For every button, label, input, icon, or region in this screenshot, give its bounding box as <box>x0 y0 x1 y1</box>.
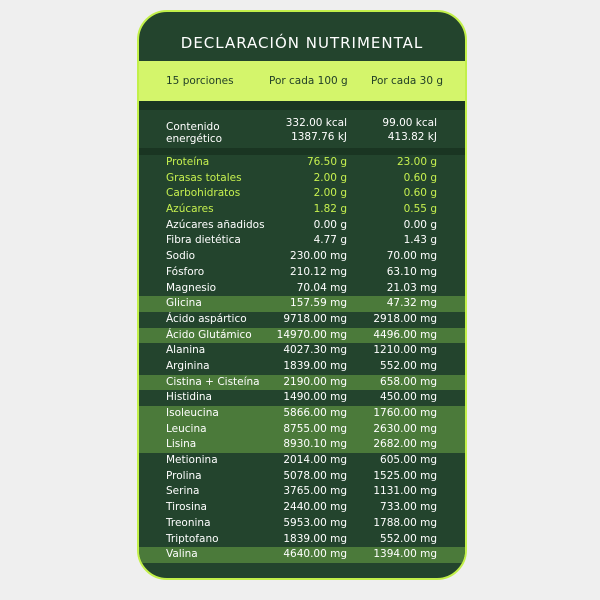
table-row <box>139 390 465 406</box>
value-per-100g: 1839.00 mg <box>283 359 347 372</box>
energy-kj-30: 413.82 kJ <box>387 131 437 143</box>
table-row <box>139 202 465 218</box>
table-row <box>139 312 465 328</box>
nutrient-name: Valina <box>166 548 198 561</box>
value-per-30g: 1394.00 mg <box>373 548 437 561</box>
nutrition-card <box>137 10 467 580</box>
value-per-100g: 14970.00 mg <box>276 328 347 341</box>
value-per-100g: 210.12 mg <box>290 265 347 278</box>
nutrient-name: Azúcares añadidos <box>166 218 265 231</box>
nutrient-name: Ácido Glutámico <box>166 328 252 341</box>
energy-label-line2: energético <box>166 133 223 145</box>
table-row <box>139 547 465 563</box>
value-per-30g: 1760.00 mg <box>373 407 437 419</box>
value-per-30g: 552.00 mg <box>380 359 437 372</box>
value-per-30g: 47.32 mg <box>386 297 437 310</box>
value-per-30g: 733.00 mg <box>380 501 437 514</box>
value-per-30g: 63.10 mg <box>386 265 437 278</box>
energy-kcal-100: 332.00 kcal <box>285 117 347 129</box>
value-per-30g: 2918.00 mg <box>373 312 437 325</box>
nutrient-name: Histidina <box>166 391 212 404</box>
value-per-100g: 9718.00 mg <box>283 312 347 325</box>
value-per-30g: 1.43 g <box>403 234 437 247</box>
table-row <box>139 406 465 422</box>
value-per-30g: 1131.00 mg <box>373 485 437 498</box>
value-per-100g: 5078.00 mg <box>283 469 347 482</box>
table-row <box>139 437 465 453</box>
value-per-100g: 4.77 g <box>313 234 347 247</box>
value-per-30g: 658.00 mg <box>380 375 437 388</box>
table-row <box>139 265 465 281</box>
value-per-100g: 8930.10 mg <box>283 438 347 451</box>
header-gap <box>139 101 465 110</box>
value-per-30g: 1788.00 mg <box>373 516 437 529</box>
nutrient-name: Proteína <box>166 156 210 168</box>
value-per-30g: 23.00 g <box>396 156 437 168</box>
nutrient-name: Glicina <box>166 297 202 310</box>
nutrient-name: Azúcares <box>166 203 214 216</box>
nutrient-name: Treonina <box>166 516 211 529</box>
nutrient-name: Cistina + Cisteína <box>166 375 260 388</box>
table-row <box>139 359 465 375</box>
value-per-100g: 3765.00 mg <box>283 485 347 498</box>
energy-label-line1: Contenido <box>166 121 220 133</box>
value-per-30g: 2682.00 mg <box>373 438 437 451</box>
value-per-30g: 605.00 mg <box>380 454 437 467</box>
table-row <box>139 532 465 548</box>
page-title: DECLARACIÓN NUTRIMENTAL <box>180 34 424 52</box>
value-per-100g: 2440.00 mg <box>283 501 347 514</box>
nutrient-name: Carbohidratos <box>166 187 241 200</box>
energy-row <box>139 110 465 148</box>
section-divider <box>139 148 465 155</box>
nutrient-name: Tirosina <box>166 501 207 514</box>
value-per-100g: 1839.00 mg <box>283 532 347 545</box>
value-per-30g: 1210.00 mg <box>373 344 437 357</box>
nutrient-name: Triptofano <box>166 532 219 545</box>
per-30g-header: Por cada 30 g <box>371 75 444 87</box>
value-per-100g: 76.50 g <box>306 156 347 168</box>
table-row <box>139 186 465 202</box>
nutrition-table <box>139 110 465 578</box>
nutrient-name: Lisina <box>166 438 197 451</box>
value-per-100g: 70.04 mg <box>296 281 347 294</box>
value-per-100g: 5866.00 mg <box>283 407 347 419</box>
nutrient-name: Alanina <box>166 344 206 357</box>
value-per-100g: 0.00 g <box>313 218 347 231</box>
table-row <box>139 343 465 359</box>
nutrient-name: Prolina <box>166 469 202 482</box>
table-row <box>139 484 465 500</box>
value-per-30g: 70.00 mg <box>386 250 437 263</box>
table-row <box>139 422 465 438</box>
energy-per100 <box>286 116 347 144</box>
value-per-30g: 0.60 g <box>403 187 437 200</box>
nutrient-name: Serina <box>166 485 200 498</box>
table-header <box>139 61 465 101</box>
nutrient-name: Sodio <box>166 250 196 263</box>
table-row <box>139 155 465 171</box>
value-per-100g: 2014.00 mg <box>283 454 347 467</box>
value-per-100g: 2.00 g <box>313 171 347 184</box>
value-per-30g: 450.00 mg <box>380 391 437 404</box>
value-per-30g: 4496.00 mg <box>373 328 437 341</box>
value-per-100g: 230.00 mg <box>290 250 347 263</box>
table-row <box>139 516 465 532</box>
energy-per30 <box>382 116 437 144</box>
value-per-100g: 2190.00 mg <box>283 375 347 388</box>
table-row <box>139 328 465 344</box>
value-per-100g: 1.82 g <box>313 203 347 216</box>
value-per-30g: 2630.00 mg <box>373 422 437 435</box>
nutrient-name: Leucina <box>166 422 207 435</box>
energy-kcal-30: 99.00 kcal <box>382 117 437 129</box>
value-per-30g: 0.60 g <box>403 171 437 184</box>
energy-label <box>166 121 222 145</box>
value-per-30g: 0.55 g <box>403 203 437 216</box>
value-per-30g: 0.00 g <box>403 218 437 231</box>
value-per-30g: 552.00 mg <box>380 532 437 545</box>
table-row <box>139 469 465 485</box>
portions-header: 15 porciones <box>166 75 234 87</box>
value-per-30g: 1525.00 mg <box>373 469 437 482</box>
energy-kj-100: 1387.76 kJ <box>291 131 347 143</box>
table-row <box>139 375 465 391</box>
table-row <box>139 453 465 469</box>
value-per-100g: 4027.30 mg <box>283 344 347 357</box>
nutrient-name: Ácido aspártico <box>166 312 247 325</box>
table-row <box>139 233 465 249</box>
table-row <box>139 296 465 312</box>
nutrient-name: Isoleucina <box>166 407 219 419</box>
nutrient-name: Magnesio <box>166 281 217 294</box>
table-row <box>139 249 465 265</box>
value-per-100g: 8755.00 mg <box>283 422 347 435</box>
value-per-100g: 157.59 mg <box>290 297 347 310</box>
nutrient-name: Grasas totales <box>166 171 242 184</box>
nutrient-name: Fósforo <box>166 265 205 278</box>
table-row <box>139 500 465 516</box>
value-per-100g: 4640.00 mg <box>283 548 347 561</box>
table-row <box>139 171 465 187</box>
value-per-100g: 2.00 g <box>313 187 347 200</box>
nutrient-name: Metionina <box>166 454 218 467</box>
value-per-100g: 1490.00 mg <box>283 391 347 404</box>
value-per-100g: 5953.00 mg <box>283 516 347 529</box>
value-per-30g: 21.03 mg <box>386 281 437 294</box>
table-row <box>139 218 465 234</box>
table-row <box>139 281 465 297</box>
nutrient-name: Arginina <box>166 359 210 372</box>
nutrient-name: Fibra dietética <box>166 234 241 247</box>
per-100g-header: Por cada 100 g <box>269 75 348 87</box>
